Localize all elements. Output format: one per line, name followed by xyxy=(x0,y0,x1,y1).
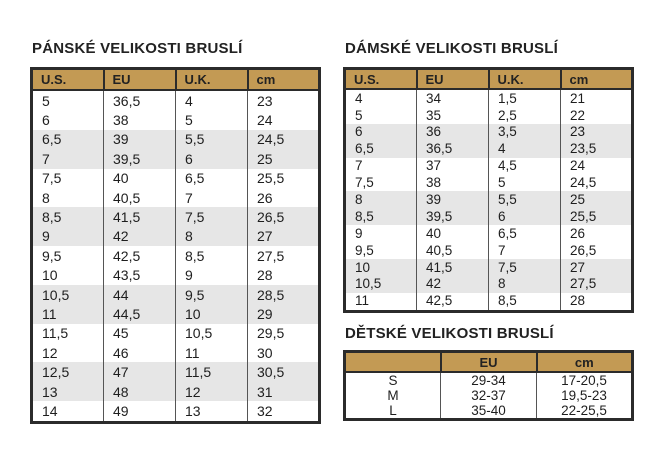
table-row xyxy=(32,343,320,362)
table-cell: 6,5 xyxy=(345,141,417,158)
table-row xyxy=(32,362,320,381)
table-cell: 6 xyxy=(345,124,417,141)
men-header-us: U.S. xyxy=(32,69,104,91)
table-cell: 24,5 xyxy=(570,175,597,191)
table-cell: 31 xyxy=(248,382,320,401)
table-row xyxy=(32,169,320,188)
women-header-row xyxy=(345,69,633,90)
table-row xyxy=(345,158,633,175)
table-cell: 32-37 xyxy=(441,388,537,403)
table-cell: 5,5 xyxy=(489,191,561,208)
table-cell: 21 xyxy=(570,90,586,106)
men-header-cm: cm xyxy=(248,69,320,91)
men-size-table xyxy=(30,67,321,424)
table-cell: 22-25,5 xyxy=(561,403,607,418)
table-cell: 10,5 xyxy=(32,285,104,304)
men-header-eu: EU xyxy=(104,69,176,91)
table-cell: 5,5 xyxy=(176,130,248,149)
table-cell: 32 xyxy=(257,402,273,419)
table-row xyxy=(345,276,633,293)
table-cell: 27 xyxy=(561,259,633,276)
table-cell: 28 xyxy=(257,267,273,284)
table-row xyxy=(345,124,633,141)
table-cell: 24 xyxy=(257,112,273,129)
women-table-body xyxy=(345,89,633,311)
table-cell: 7 xyxy=(32,149,104,168)
table-row xyxy=(345,208,633,225)
table-cell: 4 xyxy=(176,90,248,110)
table-cell: 29 xyxy=(248,304,320,323)
table-cell: 26,5 xyxy=(570,242,597,258)
table-cell: 40 xyxy=(417,225,489,242)
table-cell: 26 xyxy=(257,189,273,206)
table-cell: 34 xyxy=(417,89,489,107)
table-cell: 9 xyxy=(176,266,248,285)
table-row xyxy=(32,130,320,149)
table-cell: 42,5 xyxy=(104,246,176,265)
table-cell: 7,5 xyxy=(176,207,248,226)
table-cell: 10 xyxy=(176,304,248,323)
table-cell: 39 xyxy=(104,130,176,149)
kids-table-body xyxy=(345,372,633,420)
table-cell: 43,5 xyxy=(104,266,176,285)
table-row xyxy=(32,227,320,246)
table-row xyxy=(32,324,320,343)
table-cell: 4 xyxy=(345,89,417,107)
kids-size-table xyxy=(343,350,634,421)
table-cell: L xyxy=(345,403,441,420)
men-table-body xyxy=(32,90,320,422)
table-cell: 29-34 xyxy=(441,372,537,388)
table-row xyxy=(345,174,633,191)
table-cell: 24 xyxy=(570,158,586,174)
table-row xyxy=(345,403,633,420)
table-cell: 9,5 xyxy=(345,242,417,259)
table-row xyxy=(32,246,320,265)
table-cell: 9,5 xyxy=(176,285,248,304)
table-cell: 22 xyxy=(570,107,586,123)
table-cell: 30 xyxy=(257,344,273,361)
table-row xyxy=(32,207,320,226)
table-cell: 36,5 xyxy=(104,90,176,110)
table-cell: 2,5 xyxy=(489,107,561,124)
table-cell: 8 xyxy=(345,191,417,208)
table-cell: 11 xyxy=(176,343,248,362)
table-cell: 7 xyxy=(345,158,417,175)
table-row xyxy=(345,372,633,388)
table-row xyxy=(32,90,320,110)
table-cell: 7,5 xyxy=(345,174,417,191)
table-cell: 4 xyxy=(489,141,561,158)
table-cell: 30,5 xyxy=(248,362,320,381)
kids-header-cm: cm xyxy=(537,352,633,373)
table-cell: 26 xyxy=(570,225,586,241)
table-cell: 44,5 xyxy=(104,304,176,323)
table-cell: 40,5 xyxy=(417,242,489,259)
table-cell: 25,5 xyxy=(257,170,285,187)
table-cell: 38 xyxy=(417,174,489,191)
kids-header-size xyxy=(345,352,441,373)
table-cell: 6 xyxy=(32,110,104,129)
table-row xyxy=(345,89,633,107)
table-cell: 8 xyxy=(176,227,248,246)
table-cell: 7 xyxy=(176,188,248,207)
men-header-uk: U.K. xyxy=(176,69,248,91)
table-cell: 38 xyxy=(104,110,176,129)
table-cell: 39,5 xyxy=(417,208,489,225)
table-cell: 47 xyxy=(104,362,176,381)
table-cell: 42 xyxy=(417,276,489,293)
women-header-uk: U.K. xyxy=(489,69,561,90)
kids-size-title: DĚTSKÉ VELIKOSTI BRUSLÍ xyxy=(345,325,554,342)
table-row xyxy=(345,191,633,208)
table-cell: 10 xyxy=(345,259,417,276)
table-row xyxy=(345,225,633,242)
table-cell: 7 xyxy=(489,242,561,259)
table-cell: 39,5 xyxy=(104,149,176,168)
table-cell: 45 xyxy=(104,324,176,343)
table-row xyxy=(32,266,320,285)
table-cell: 36,5 xyxy=(417,141,489,158)
table-cell: 6,5 xyxy=(176,169,248,188)
table-cell: 24,5 xyxy=(248,130,320,149)
table-cell: 12 xyxy=(32,343,104,362)
table-cell: 27,5 xyxy=(257,247,285,264)
table-cell: 25,5 xyxy=(561,208,633,225)
table-cell: 11 xyxy=(345,293,417,311)
men-size-title: PÁNSKÉ VELIKOSTI BRUSLÍ xyxy=(32,40,243,57)
table-cell: 7,5 xyxy=(32,169,104,188)
women-size-title: DÁMSKÉ VELIKOSTI BRUSLÍ xyxy=(345,40,558,57)
table-cell: 11,5 xyxy=(176,362,248,381)
table-cell: 40 xyxy=(104,169,176,188)
table-cell: 11 xyxy=(32,304,104,323)
women-header-eu: EU xyxy=(417,69,489,90)
table-cell: 8 xyxy=(489,276,561,293)
table-cell: 41,5 xyxy=(104,207,176,226)
table-cell: 10,5 xyxy=(345,276,417,293)
table-cell: 5 xyxy=(176,110,248,129)
table-cell: 23,5 xyxy=(561,141,633,158)
women-header-us: U.S. xyxy=(345,69,417,90)
table-row xyxy=(32,188,320,207)
table-cell: 49 xyxy=(104,401,176,422)
table-cell: 5 xyxy=(489,174,561,191)
table-cell: 19,5-23 xyxy=(561,388,607,403)
table-cell: 4,5 xyxy=(489,158,561,175)
table-cell: 6 xyxy=(489,208,561,225)
table-cell: 9 xyxy=(345,225,417,242)
table-cell: 12,5 xyxy=(32,362,104,381)
table-cell: 35-40 xyxy=(441,403,537,420)
table-cell: S xyxy=(345,372,441,388)
table-row xyxy=(345,107,633,124)
women-header-cm: cm xyxy=(561,69,633,90)
table-cell: 25 xyxy=(248,149,320,168)
table-cell: 25 xyxy=(561,191,633,208)
table-row xyxy=(32,110,320,129)
table-cell: 13 xyxy=(32,382,104,401)
table-cell: 48 xyxy=(104,382,176,401)
table-cell: 37 xyxy=(417,158,489,175)
table-cell: 6,5 xyxy=(489,225,561,242)
table-cell: 27 xyxy=(248,227,320,246)
table-cell: 36 xyxy=(417,124,489,141)
table-cell: 23 xyxy=(257,92,273,109)
men-header-row xyxy=(32,69,320,91)
table-cell: 7,5 xyxy=(489,259,561,276)
kids-header-row xyxy=(345,352,633,373)
table-cell: 27,5 xyxy=(561,276,633,293)
table-cell: 17-20,5 xyxy=(561,372,607,388)
table-row xyxy=(32,149,320,168)
table-cell: 12 xyxy=(176,382,248,401)
table-cell: 13 xyxy=(176,401,248,422)
table-cell: 35 xyxy=(417,107,489,124)
table-cell: 8,5 xyxy=(32,207,104,226)
table-cell: 14 xyxy=(32,401,104,422)
table-cell: 8 xyxy=(32,188,104,207)
table-cell: 3,5 xyxy=(489,124,561,141)
table-cell: 8,5 xyxy=(345,208,417,225)
table-cell: 26,5 xyxy=(248,207,320,226)
table-row xyxy=(345,293,633,311)
table-cell: 8,5 xyxy=(489,293,561,311)
table-row xyxy=(345,388,633,403)
table-cell: 23 xyxy=(561,124,633,141)
table-cell: 41,5 xyxy=(417,259,489,276)
table-cell: 44 xyxy=(104,285,176,304)
table-row xyxy=(345,242,633,259)
table-row xyxy=(32,401,320,422)
table-cell: 11,5 xyxy=(32,324,104,343)
table-cell: 10 xyxy=(32,266,104,285)
table-cell: 42 xyxy=(104,227,176,246)
table-row xyxy=(32,285,320,304)
table-cell: 5 xyxy=(32,90,104,110)
table-cell: 6 xyxy=(176,149,248,168)
table-cell: M xyxy=(345,388,441,403)
table-cell: 8,5 xyxy=(176,246,248,265)
table-cell: 9 xyxy=(32,227,104,246)
women-size-table xyxy=(343,67,634,313)
table-cell: 5 xyxy=(345,107,417,124)
table-row xyxy=(345,141,633,158)
table-row xyxy=(32,382,320,401)
table-cell: 42,5 xyxy=(417,293,489,311)
table-cell: 28 xyxy=(570,293,586,309)
table-cell: 28,5 xyxy=(248,285,320,304)
table-cell: 46 xyxy=(104,343,176,362)
table-row xyxy=(32,304,320,323)
table-cell: 6,5 xyxy=(32,130,104,149)
table-row xyxy=(345,259,633,276)
table-cell: 40,5 xyxy=(104,188,176,207)
table-cell: 9,5 xyxy=(32,246,104,265)
kids-header-eu: EU xyxy=(441,352,537,373)
table-cell: 39 xyxy=(417,191,489,208)
table-cell: 29,5 xyxy=(257,325,285,342)
table-cell: 1,5 xyxy=(489,89,561,107)
table-cell: 10,5 xyxy=(176,324,248,343)
